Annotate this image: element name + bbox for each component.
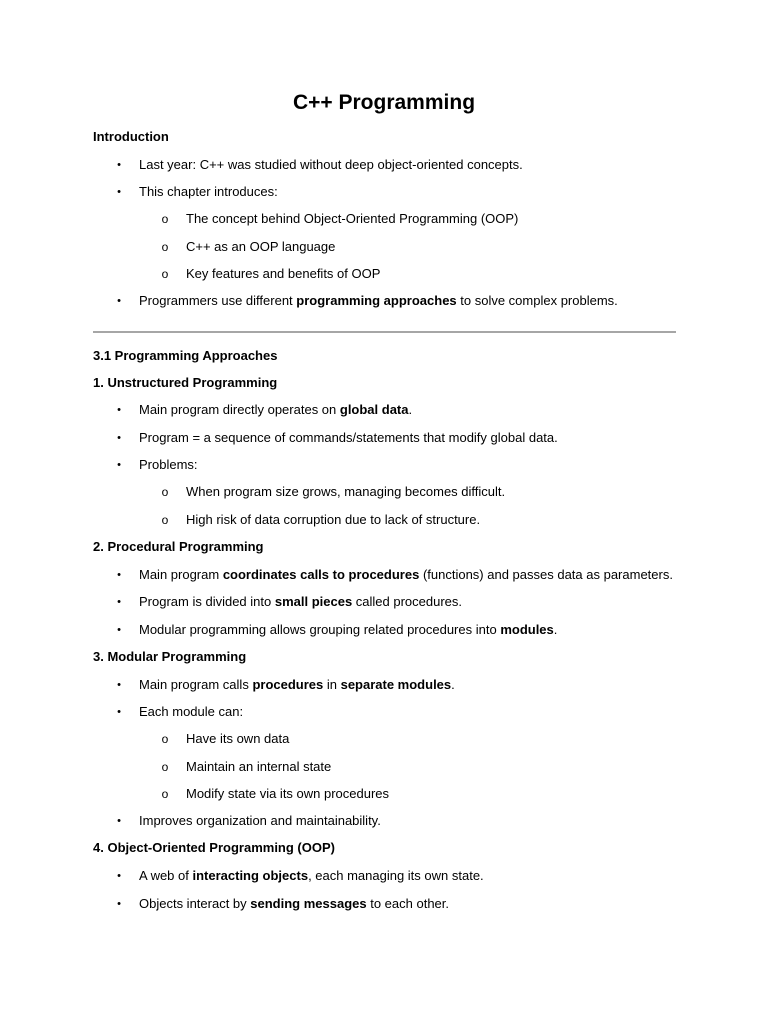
hollow-bullet-icon: o: [161, 212, 169, 226]
modular-item-3: Improves organization and maintainability.: [139, 813, 381, 828]
hollow-bullet-icon: o: [161, 267, 169, 281]
hollow-bullet-icon: o: [161, 240, 169, 254]
hollow-bullet-icon: o: [161, 732, 169, 746]
procedural-item-3: [139, 621, 557, 639]
bold-text: small pieces: [274, 594, 353, 609]
bold-text: modules: [500, 622, 554, 637]
unstructured-heading: 1. Unstructured Programming: [93, 375, 278, 390]
bullet-icon: •: [117, 159, 121, 171]
unstructured-subitem-2: High risk of data corruption due to lack of structure.: [186, 512, 481, 527]
modular-heading: 3. Modular Programming: [93, 649, 247, 664]
bullet-icon: •: [117, 815, 121, 827]
unstructured-item-3: Problems:: [139, 457, 198, 472]
procedural-heading: 2. Procedural Programming: [93, 539, 264, 554]
section-heading: 3.1 Programming Approaches: [93, 348, 278, 363]
modular-item-2: Each module can:: [139, 704, 244, 719]
text-run: Main program calls: [139, 677, 253, 692]
bold-text: sending messages: [250, 896, 367, 911]
bullet-icon: •: [117, 870, 121, 882]
intro-item-2: This chapter introduces:: [139, 184, 278, 199]
text-run: in: [323, 677, 341, 692]
text-run: .: [553, 622, 558, 637]
intro-heading: Introduction: [93, 129, 169, 144]
text-run: (functions) and passes data as parameters.: [419, 567, 673, 582]
text-run: .: [451, 677, 455, 692]
bold-text: coordinates calls to procedures: [222, 567, 420, 582]
bold-text: global data: [339, 402, 409, 417]
text-run: Main program directly operates on: [139, 402, 340, 417]
intro-subitem-3: Key features and benefits of OOP: [186, 266, 381, 281]
bullet-icon: •: [117, 596, 121, 608]
text-run: Main program: [139, 567, 223, 582]
unstructured-item-1: [139, 401, 412, 419]
text-run: , each managing its own state.: [308, 868, 484, 883]
hollow-bullet-icon: o: [161, 485, 169, 499]
text-run: Program is divided into: [139, 594, 275, 609]
procedural-item-1: [139, 566, 673, 584]
bold-text: separate modules: [340, 677, 452, 692]
unstructured-subitem-1: When program size grows, managing becomes difficult.: [186, 484, 506, 499]
oop-heading: 4. Object-Oriented Programming (OOP): [93, 840, 335, 855]
modular-subitem-3: Modify state via its own procedures: [186, 786, 390, 801]
modular-subitem-1: Have its own data: [186, 731, 290, 746]
oop-item-1: [139, 867, 484, 885]
bullet-icon: •: [117, 459, 121, 471]
unstructured-item-2: Program = a sequence of commands/statements that modify global data.: [139, 430, 558, 445]
bullet-icon: •: [117, 569, 121, 581]
bullet-icon: •: [117, 295, 121, 307]
text-run: A web of: [139, 868, 193, 883]
bullet-icon: •: [117, 432, 121, 444]
horizontal-divider: [93, 331, 676, 333]
modular-item-1: [139, 676, 455, 694]
text-run: Programmers use different: [139, 293, 297, 308]
text-run: to each other.: [366, 896, 450, 911]
bullet-icon: •: [117, 679, 121, 691]
hollow-bullet-icon: o: [161, 787, 169, 801]
text-run: Modular programming allows grouping related procedures into: [139, 622, 501, 637]
bullet-icon: •: [117, 186, 121, 198]
bullet-icon: •: [117, 404, 121, 416]
hollow-bullet-icon: o: [161, 760, 169, 774]
bold-text: interacting objects: [192, 868, 309, 883]
bullet-icon: •: [117, 898, 121, 910]
intro-subitem-2: C++ as an OOP language: [186, 239, 336, 254]
bold-text: programming approaches: [296, 293, 457, 308]
bold-text: procedures: [252, 677, 324, 692]
hollow-bullet-icon: o: [161, 513, 169, 527]
bullet-icon: •: [117, 624, 121, 636]
intro-subitem-1: The concept behind Object-Oriented Programming (OOP): [186, 211, 519, 226]
procedural-item-2: [139, 593, 462, 611]
bullet-icon: •: [117, 706, 121, 718]
page-title: C++ Programming: [292, 91, 476, 114]
text-run: .: [408, 402, 413, 417]
text-run: called procedures.: [352, 594, 463, 609]
intro-item-1: Last year: C++ was studied without deep object-oriented concepts.: [139, 157, 523, 172]
modular-subitem-2: Maintain an internal state: [186, 759, 332, 774]
oop-item-2: [139, 895, 449, 913]
text-run: to solve complex problems.: [456, 293, 618, 308]
intro-item-3: [139, 292, 618, 310]
text-run: Objects interact by: [139, 896, 251, 911]
